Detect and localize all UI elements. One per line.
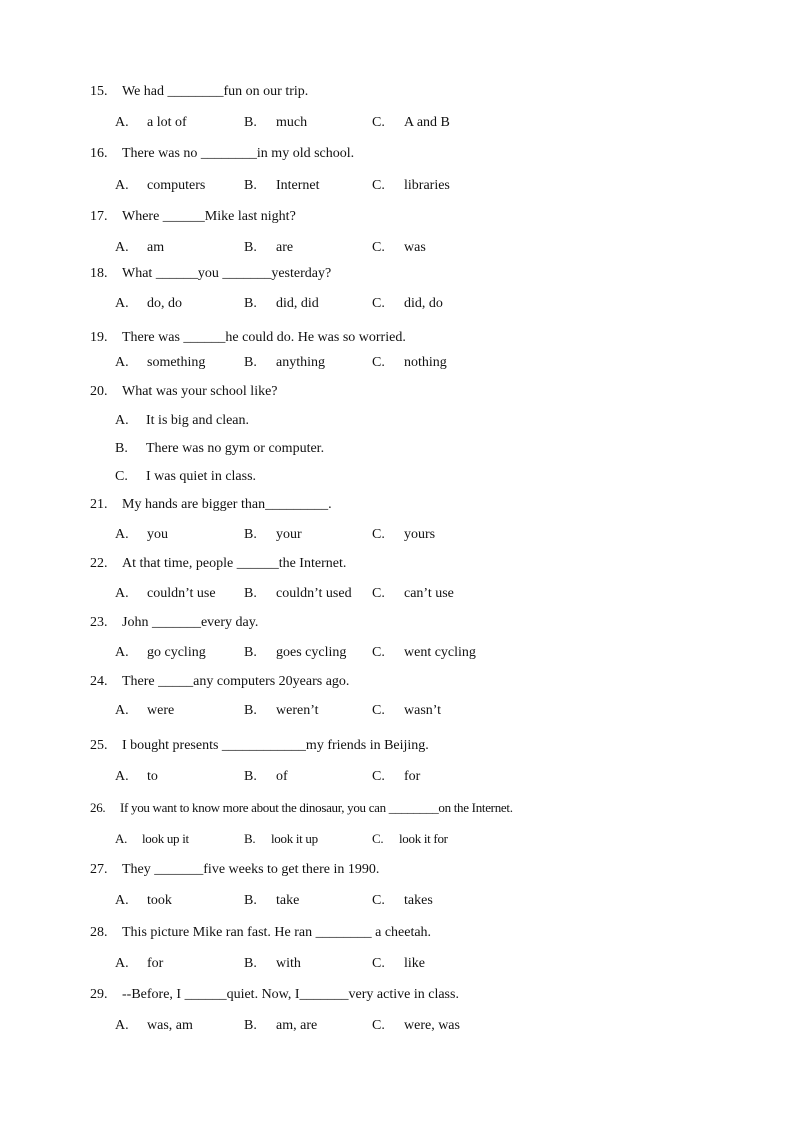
option-a[interactable]: A. am (115, 240, 165, 255)
option-a[interactable]: A. do, do (115, 296, 182, 311)
option-a[interactable]: A. were (115, 703, 175, 718)
question-text: At that time, people ______the Internet. (122, 556, 347, 571)
question-text: There was no ________in my old school. (122, 146, 355, 161)
option-a[interactable]: A. couldn’t use (115, 586, 216, 601)
question-number: 15. (90, 84, 108, 99)
option-c[interactable]: C. were, was (372, 1018, 460, 1033)
option-c[interactable]: C. was (372, 240, 426, 255)
option-c[interactable]: C. wasn’t (372, 703, 442, 718)
question-number: 16. (90, 146, 108, 161)
option-a[interactable]: A. took (115, 893, 172, 908)
question-20 (90, 384, 278, 400)
question-15 (90, 84, 308, 100)
option-b[interactable]: B. with (244, 956, 301, 971)
question-number: 22. (90, 556, 108, 571)
option-a[interactable]: A. something (115, 355, 206, 370)
option-b[interactable]: B. goes cycling (244, 645, 347, 660)
option-c[interactable]: C. libraries (372, 178, 450, 193)
option-c[interactable]: C. A and B (372, 115, 450, 130)
question-22 (90, 556, 346, 572)
question-text: My hands are bigger than_________. (122, 497, 332, 512)
question-text: We had ________fun on our trip. (122, 84, 309, 99)
option-b[interactable]: B. of (244, 769, 288, 784)
option-b[interactable]: B. am, are (244, 1018, 318, 1033)
option-a[interactable]: A. was, am (115, 1018, 193, 1033)
question-27 (90, 862, 379, 878)
option-a[interactable]: A. It is big and clean. (115, 413, 250, 428)
option-c[interactable]: C. I was quiet in class. (115, 469, 257, 484)
option-b[interactable]: B. take (244, 893, 300, 908)
question-number: 28. (90, 925, 108, 940)
option-c[interactable]: C. look it for (372, 831, 448, 846)
option-a[interactable]: A. you (115, 527, 168, 542)
question-text: There _____any computers 20years ago. (122, 674, 350, 689)
option-a[interactable]: A. computers (115, 178, 206, 193)
question-text: --Before, I ______quiet. Now, I_______very active in class. (122, 987, 459, 1002)
option-a[interactable]: A. look up it (115, 831, 189, 846)
option-a[interactable]: A. for (115, 956, 164, 971)
question-29 (90, 987, 459, 1003)
question-text: What was your school like? (122, 384, 278, 399)
question-number: 25. (90, 738, 108, 753)
question-16 (90, 146, 354, 162)
option-b[interactable]: B. look it up (244, 831, 318, 846)
question-text: This picture Mike ran fast. He ran ________ a cheetah. (122, 925, 432, 940)
option-a[interactable]: A. a lot of (115, 115, 187, 130)
question-text: There was ______he could do. He was so worried. (122, 330, 406, 345)
question-number: 21. (90, 497, 108, 512)
option-c[interactable]: C. takes (372, 893, 433, 908)
option-c[interactable]: C. like (372, 956, 425, 971)
question-text: What ______you _______yesterday? (122, 266, 332, 281)
question-24 (90, 674, 349, 690)
option-c[interactable]: C. went cycling (372, 645, 476, 660)
question-25 (90, 738, 429, 754)
question-text: John _______every day. (122, 615, 259, 630)
option-b[interactable]: B. your (244, 527, 302, 542)
question-text: They _______five weeks to get there in 1990. (122, 862, 380, 877)
option-b[interactable]: B. There was no gym or computer. (115, 441, 325, 456)
question-number: 20. (90, 384, 108, 399)
question-28 (90, 925, 431, 941)
question-number: 23. (90, 615, 108, 630)
question-number: 17. (90, 209, 108, 224)
question-number: 18. (90, 266, 108, 281)
option-b[interactable]: B. anything (244, 355, 325, 370)
option-c[interactable]: C. nothing (372, 355, 447, 370)
question-21 (90, 497, 332, 513)
question-18 (90, 266, 331, 282)
question-text: I bought presents ____________my friends in Beijing. (122, 738, 429, 753)
option-a[interactable]: A. to (115, 769, 158, 784)
option-b[interactable]: B. couldn’t used (244, 586, 352, 601)
question-19 (90, 330, 406, 346)
option-b[interactable]: B. Internet (244, 178, 320, 193)
option-c[interactable]: C. yours (372, 527, 436, 542)
question-text: If you want to know more about the dinosaur, you can ________on the Internet. (120, 800, 513, 815)
question-number: 19. (90, 330, 108, 345)
option-c[interactable]: C. for (372, 769, 421, 784)
question-26 (90, 800, 513, 816)
option-b[interactable]: B. weren’t (244, 703, 319, 718)
option-a[interactable]: A. go cycling (115, 645, 206, 660)
question-number: 27. (90, 862, 108, 877)
option-b[interactable]: B. are (244, 240, 294, 255)
question-text: Where ______Mike last night? (122, 209, 296, 224)
question-number: 26. (90, 800, 106, 815)
question-23 (90, 615, 258, 631)
option-c[interactable]: C. can’t use (372, 586, 454, 601)
option-b[interactable]: B. did, did (244, 296, 319, 311)
question-number: 29. (90, 987, 108, 1002)
question-number: 24. (90, 674, 108, 689)
option-b[interactable]: B. much (244, 115, 308, 130)
question-17 (90, 209, 296, 225)
option-c[interactable]: C. did, do (372, 296, 443, 311)
